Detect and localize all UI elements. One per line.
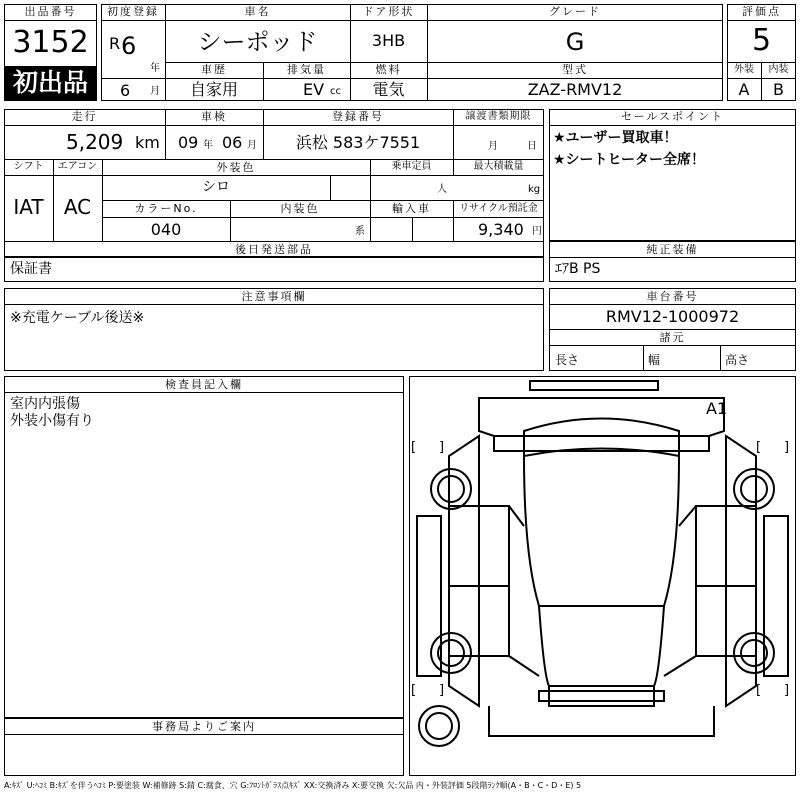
score: 5 <box>751 23 772 58</box>
grade-label: グレード <box>549 5 601 18</box>
int-color-unit: 系 <box>355 226 365 237</box>
sales-box <box>549 109 796 241</box>
inspect-month-unit: 月 <box>247 140 257 151</box>
svg-text:]: ] <box>784 683 790 698</box>
mileage-label: 走行 <box>71 110 98 123</box>
ac-label: エアコン <box>57 161 98 172</box>
import-label: 輸入車 <box>392 202 431 215</box>
shift: IAT <box>13 195 44 219</box>
office-label: 事務局よりご案内 <box>152 720 256 733</box>
mileage: 5,209 <box>66 130 124 154</box>
damage-mark-a1: A1 <box>706 399 728 418</box>
first-listing-badge: 初出品 <box>5 66 96 100</box>
history: 自家用 <box>189 80 238 99</box>
score-label: 評価点 <box>742 5 781 18</box>
ext-color: シロ <box>202 179 230 195</box>
disp-unit: cc <box>330 86 341 97</box>
car-diagram <box>409 376 796 776</box>
spec-label: 諸元 <box>659 331 686 344</box>
reg-year: 6 <box>121 32 137 60</box>
load-label: 最大積載量 <box>473 161 524 172</box>
ext-rating: A <box>738 80 750 99</box>
reg-label: 初度登録 <box>107 5 159 18</box>
grade: G <box>565 28 585 56</box>
door-label: ドア形状 <box>362 5 415 18</box>
month-unit: 月 <box>150 86 160 97</box>
reg-month: 6 <box>120 81 131 100</box>
sales-label: セールスポイント <box>620 110 724 123</box>
era: R <box>109 34 121 53</box>
svg-text:]: ] <box>784 440 790 455</box>
model-label: 型式 <box>562 63 588 76</box>
chassis-number: RMV12-1000972 <box>605 307 740 326</box>
notes-label: 注意事項欄 <box>241 290 307 303</box>
transfer-month-unit: 月 <box>488 141 498 152</box>
chassis-label: 車台番号 <box>646 290 699 303</box>
notes: ※充電ケーブル後送※ <box>10 310 145 326</box>
sales-line-1: ★ユーザー買取車！ <box>553 130 678 146</box>
ac: AC <box>63 195 92 219</box>
recycle: 9,340 <box>478 220 524 239</box>
lot-label: 出品番号 <box>24 5 77 18</box>
int-color-label: 内装色 <box>280 202 320 215</box>
inspect-year: 09 <box>178 133 199 152</box>
svg-text:[: [ <box>411 683 417 698</box>
length-label: 長さ <box>555 353 580 367</box>
svg-text:[: [ <box>756 683 762 698</box>
svg-text:]: ] <box>439 683 445 698</box>
height-label: 高さ <box>725 353 750 367</box>
later-parts-box <box>4 257 544 282</box>
inspect-year-unit: 年 <box>203 140 213 151</box>
int-rating: B <box>773 80 784 99</box>
width-label: 幅 <box>648 353 661 367</box>
year-unit: 年 <box>150 63 160 74</box>
genuine-equipment: ｴｱB PS <box>555 261 601 277</box>
plate: 浜松 583ケ7551 <box>295 133 421 152</box>
transfer-day-unit: 日 <box>527 141 537 152</box>
capacity-label: 乗車定員 <box>391 161 432 172</box>
inspect-label: 車検 <box>201 110 227 123</box>
svg-text:[: [ <box>411 440 417 455</box>
color-no: 040 <box>150 220 182 239</box>
history-label: 車歴 <box>201 63 227 76</box>
shift-label: シフト <box>13 161 44 172</box>
inspector-line-1: 室内内張傷 <box>10 396 80 412</box>
later-parts-label: 後日発送部品 <box>235 243 313 256</box>
capacity-unit: 人 <box>437 184 447 195</box>
lot-number: 3152 <box>12 25 89 60</box>
svg-text:[: [ <box>756 440 762 455</box>
recycle-unit: 円 <box>532 226 542 237</box>
int-label: 内装 <box>768 64 789 75</box>
car-name: シーポッド <box>197 28 318 56</box>
color-no-label: カラーNo. <box>134 202 198 215</box>
displacement: EV <box>303 80 325 99</box>
model-code: ZAZ-RMV12 <box>527 80 623 99</box>
disp-label: 排気量 <box>287 63 326 76</box>
inspect-month: 06 <box>222 133 243 152</box>
fuel-label: 燃料 <box>375 63 402 76</box>
svg-text:]: ] <box>439 440 445 455</box>
later-parts: 保証書 <box>10 261 52 277</box>
ext-label: 外装 <box>734 64 754 75</box>
name-label: 車名 <box>244 5 271 18</box>
fuel: 電気 <box>372 80 405 99</box>
ext-color-label: 外装色 <box>216 161 256 174</box>
sales-line-2: ★シートヒーター全席！ <box>553 152 705 168</box>
inspector-line-2: 外装小傷有り <box>10 413 94 429</box>
plate-label: 登録番号 <box>332 110 384 123</box>
recycle-label: リサイクル預託金 <box>459 203 538 214</box>
load-unit: kg <box>528 184 541 195</box>
door-type: 3HB <box>371 31 406 50</box>
legend: A:ｷｽﾞ U:ﾍｺﾐ B:ｷｽﾞを伴うﾍｺﾐ P:要塗装 W:補修跡 S:錆 C:腐食、穴 G:ﾌﾛﾝﾄｶﾞﾗｽ点ｷｽﾞ XX:交換済み X:要交換 欠:欠品 内・外装評価 5段階ﾗﾝｸ順(A・B・C・D・E) 5 <box>4 781 582 790</box>
transfer-label: 譲渡書類期限 <box>465 111 532 122</box>
genuine-label: 純正装備 <box>646 243 699 256</box>
inspector-label: 検査員記入欄 <box>165 378 243 391</box>
mileage-unit: km <box>135 133 160 152</box>
